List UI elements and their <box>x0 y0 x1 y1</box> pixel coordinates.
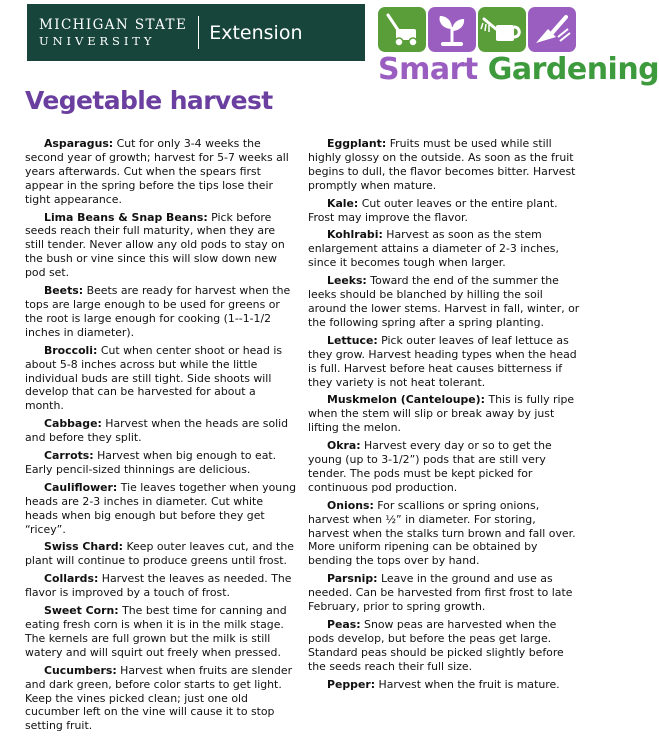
university-wordmark <box>39 18 187 46</box>
entry-term: Cauliflower: <box>44 480 118 494</box>
entry-okra <box>308 439 580 495</box>
entry-text: Harvest as soon as the stem enlargement attains a diameter of 2-3 inches, since it becomes tough when larger. <box>308 228 559 270</box>
entry-lettuce <box>308 334 580 390</box>
entry-pepper <box>308 678 580 692</box>
garden-trowel-icon <box>528 7 576 52</box>
extension-label: Extension <box>209 21 303 44</box>
entry-swiss-chard <box>25 540 297 568</box>
entry-text: Cut for only 3-4 weeks the second year of growth; harvest for 5-7 weeks all years afterwards. Cut when the spears first appear in the spring before the tips lose their tight appearance. <box>25 137 289 206</box>
entry-text: Cut when center shoot or head is about 5-8 inches across but while the little individual buds are still tight. Side shoots will develop that can be harvested for about a month. <box>25 343 283 413</box>
entry-term: Carrots: <box>44 449 94 463</box>
entry-lima-beans-snap-beans <box>25 211 297 281</box>
entry-term: Cucumbers: <box>44 663 117 677</box>
entry-term: Onions: <box>327 498 374 512</box>
university-line1: MICHIGAN STATE <box>39 17 188 34</box>
entry-eggplant <box>308 137 580 193</box>
entry-term: Parsnip: <box>327 572 378 586</box>
entry-term: Swiss Chard: <box>44 540 124 554</box>
entry-peas <box>308 618 580 674</box>
entry-text: Harvest the leaves as needed. The flavor is improved by a touch of frost. <box>25 572 292 600</box>
entry-text: Fruits must be used while still highly glossy on the outside. As soon as the fruit begins to dull, the flavor becomes bitter. Harvest promptly when mature. <box>308 137 576 192</box>
entry-text: For scallions or spring onions, harvest when ½” in diameter. For storing, harvest when the stalks turn brown and fall over. More uniform ripening can be obtained by bending the tops over by hand. <box>308 498 576 568</box>
entry-cabbage <box>25 417 297 445</box>
entry-term: Asparagus: <box>44 137 114 150</box>
entry-parsnip <box>308 572 580 614</box>
entry-term: Muskmelon (Canteloupe): <box>327 393 485 407</box>
entry-kale <box>308 197 580 225</box>
entry-text: Harvest when big enough to eat. Early pencil-sized thinnings are delicious. <box>25 449 277 476</box>
entry-collards <box>25 572 297 600</box>
entry-muskmelon-canteloupe <box>308 393 580 435</box>
entry-broccoli <box>25 344 297 414</box>
entry-term: Leeks: <box>327 274 367 288</box>
page-title: Vegetable harvest <box>25 86 273 115</box>
entry-term: Kale: <box>327 196 359 210</box>
entry-term: Collards: <box>44 572 99 586</box>
right-column <box>308 137 580 696</box>
entry-text: Harvest when the fruit is mature. <box>378 677 560 691</box>
entry-term: Beets: <box>44 284 84 298</box>
university-line2: UNIVERSITY <box>39 33 156 48</box>
entry-text: Harvest every day or so to get the young (up to 3-1/2”) pods that are still very tender. The pods must be kept picked for continuous pod production. <box>308 439 552 494</box>
entry-term: Lima Beans & Snap Beans: <box>44 210 208 224</box>
entry-cauliflower <box>25 481 297 537</box>
entry-onions <box>308 499 580 569</box>
brand-word-smart: Smart <box>378 52 478 87</box>
entry-leeks <box>308 274 580 330</box>
entry-text: Pick outer leaves of leaf lettuce as they grow. Harvest heading types when the head is full. Harvest before heat causes bitterness if they variety is not heat tolerant. <box>308 333 577 389</box>
entry-asparagus <box>25 137 297 207</box>
entry-kohlrabi <box>308 228 580 270</box>
entry-text: Harvest when the heads are solid and before they split. <box>25 417 289 445</box>
entry-text: Snow peas are harvested when the pods develop, but before the peas get large. Standard peas should be picked slightly before the seeds reach their full size. <box>308 618 564 673</box>
smart-gardening-logo <box>378 52 659 87</box>
entry-text: The best time for canning and eating fresh corn is when it is in the milk stage. The kernels are full grown but the milk is still watery and will squirt out freely when pressed. <box>25 604 287 659</box>
entry-term: Peas: <box>327 618 361 631</box>
entry-term: Kohlrabi: <box>327 228 383 242</box>
entry-carrots <box>25 449 297 477</box>
entry-sweet-corn <box>25 604 297 660</box>
left-column <box>25 137 297 737</box>
seedling-icon <box>428 7 476 52</box>
msu-extension-banner <box>27 4 365 61</box>
entry-cucumbers <box>25 664 297 734</box>
entry-text: Harvest when fruits are slender and dark green, before color starts to get light. Keep the vines picked clean; just one old cucumber left on the vine will cause it to stop setting fruit. <box>25 663 293 733</box>
entry-text: Tie leaves together when young heads are 2-3 inches in diameter. Cut white heads when big enough but before they get “ricey”. <box>25 480 297 536</box>
banner-divider <box>198 16 199 49</box>
entry-term: Okra: <box>327 439 361 453</box>
entry-term: Pepper: <box>327 677 376 691</box>
entry-text: Leave in the ground and use as needed. Can be harvested from first frost to late February, prior to spring growth. <box>308 572 573 614</box>
brand-word-gardening: Gardening <box>487 52 659 87</box>
entry-text: Pick before seeds reach their full maturity, when they are still tender. Never allow any old pods to stay on the bush or vine since this will slow down new pod set. <box>25 210 285 280</box>
entry-term: Sweet Corn: <box>44 604 119 618</box>
entry-text: Cut outer leaves or the entire plant. Frost may improve the flavor. <box>308 196 558 224</box>
entry-text: Beets are ready for harvest when the tops are large enough to be used for greens or the root is large enough for cooking (1--1-1/2 inches in diameter). <box>25 284 291 339</box>
entry-term: Cabbage: <box>44 417 102 431</box>
lawn-mower-icon <box>378 7 426 52</box>
entry-text: This is fully ripe when the stem will slip or break away by just lifting the melon. <box>308 393 575 435</box>
watering-can-icon <box>478 7 526 52</box>
entry-beets <box>25 284 297 340</box>
smart-gardening-icon-row <box>378 7 576 52</box>
entry-term: Broccoli: <box>44 343 98 357</box>
entry-text: Keep outer leaves cut, and the plant will continue to produce greens until frost. <box>25 540 294 568</box>
entry-term: Eggplant: <box>327 137 387 150</box>
entry-term: Lettuce: <box>327 333 378 347</box>
entry-text: Toward the end of the summer the leeks should be blanched by hilling the soil around the lower stems. Harvest in fall, winter, or the following spring after a spring planting. <box>308 274 580 329</box>
